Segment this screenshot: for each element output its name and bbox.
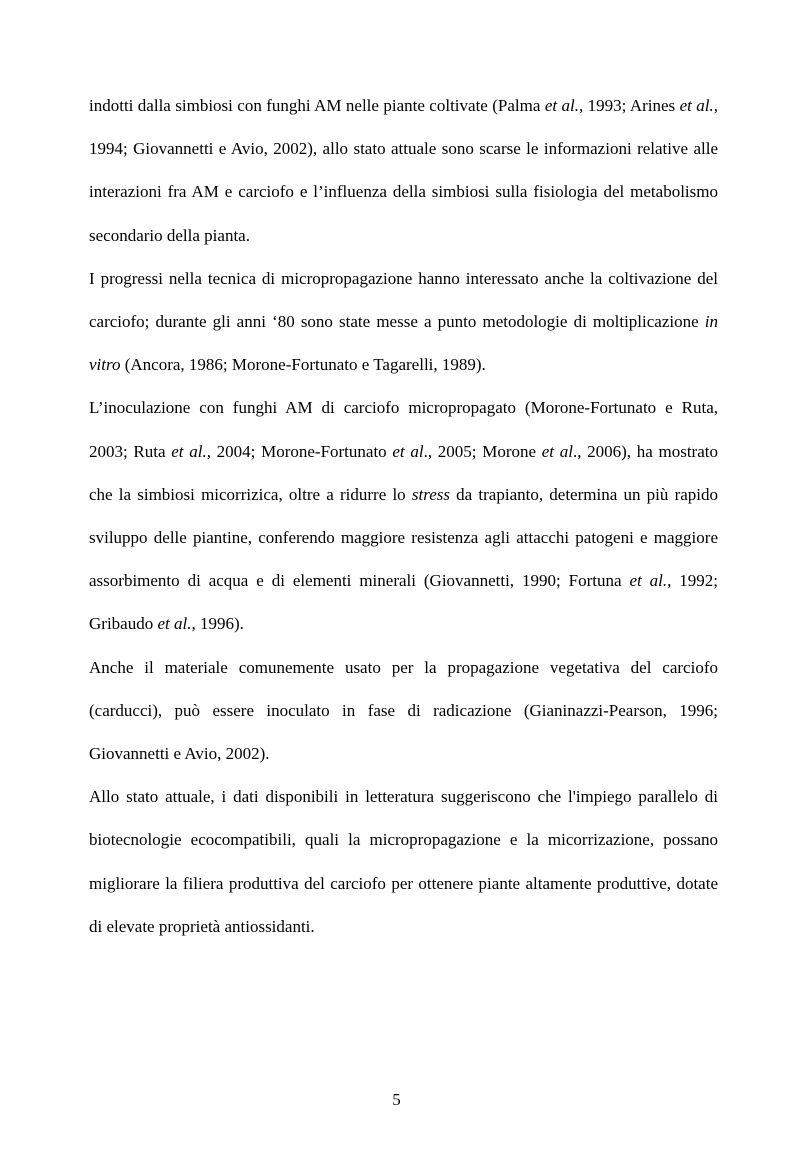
text-run: (Ancora, 1986; Morone-Fortunato e Tagarelli, 1989). — [120, 355, 486, 375]
italic-text-run: et al., — [679, 96, 718, 115]
text-run: 1993; Arines — [583, 96, 680, 115]
italic-text-run: et al., — [544, 96, 584, 115]
italic-text-run: et al., — [171, 441, 211, 461]
text-run: 1996). — [195, 614, 244, 634]
text-run: I progressi nella tecnica di micropropagazione hanno interessato anche la coltivazione del carciofo; durante gli anni ‘80 sono state messe a punto metodologie di moltiplicazione — [89, 268, 718, 332]
italic-text-run: et al., — [157, 614, 196, 634]
italic-text-run: et al., — [629, 571, 672, 591]
paragraph — [89, 646, 718, 776]
paragraph — [89, 386, 718, 645]
text-run: L’inoculazione con funghi AM di carciofo micropropagato (Morone-Fortunato e Ruta, 2003; Ruta — [89, 398, 718, 461]
italic-text-run: et al — [541, 441, 573, 461]
text-run: da trapianto, determina un più rapido sviluppo delle piantine, conferendo maggiore resistenza agli attacchi patogeni e maggiore assorbimento di acqua e di elementi minerali (Giovannetti, 1990; Fortuna — [89, 484, 718, 591]
text-run: 1994; Giovannetti e Avio, 2002), allo stato attuale sono scarse le informazioni relative alle interazioni fra AM e carciofo e l’influenza della simbiosi sulla fisiologia del metabolismo secondario della pianta. — [89, 139, 718, 245]
italic-text-run: in vitro — [89, 312, 718, 375]
text-run: ., 2006), ha mostrato che la simbiosi micorrizica, oltre a ridurre lo — [89, 441, 718, 504]
paragraph — [89, 775, 718, 948]
paragraph — [89, 257, 718, 387]
text-run: 2004; Morone-Fortunato — [210, 441, 393, 461]
italic-text-run: stress — [411, 484, 450, 504]
paragraph — [89, 84, 718, 257]
text-run: ., 2005; Morone — [423, 441, 542, 461]
text-run: Anche il materiale comunemente usato per la propagazione vegetativa del carciofo (carducci), può essere inoculato in fase di radicazione (Gianinazzi-Pearson, 1996; Giovannetti e Avio, 2002). — [89, 657, 718, 764]
text-run: Allo stato attuale, i dati disponibili in letteratura suggeriscono che l'impiego parallelo di biotecnologie ecocompatibili, quali la micropropagazione e la micorrizazione, possano migliorare la filiera produttiva del carciofo per ottenere piante altamente produttive, dotate di elevate proprietà antiossidanti. — [89, 787, 718, 936]
text-run: indotti dalla simbiosi con funghi AM nelle piante coltivate (Palma — [89, 96, 545, 115]
text-run: 1992; Gribaudo — [89, 571, 719, 634]
italic-text-run: et al — [392, 441, 424, 461]
body-text — [89, 84, 718, 948]
page-number: 5 — [392, 1090, 401, 1109]
